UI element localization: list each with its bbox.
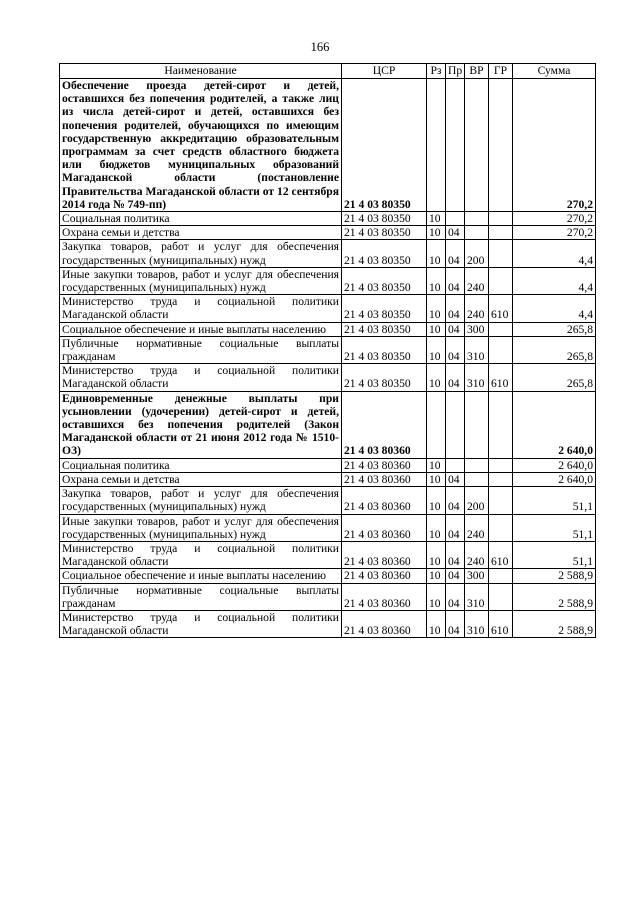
cell-pr: 04 [446, 514, 465, 541]
cell-sum: 270,2 [513, 226, 596, 240]
cell-rz: 10 [427, 295, 446, 322]
table-row [60, 391, 596, 458]
cell-pr: 04 [446, 364, 465, 391]
cell-name: Закупка товаров, работ и услуг для обеспечения государственных (муниципальных) нужд [60, 240, 342, 267]
cell-gr [489, 322, 513, 336]
cell-gr [489, 583, 513, 610]
cell-sum: 270,2 [513, 79, 596, 212]
table-row [60, 569, 596, 583]
cell-sum: 2 640,0 [513, 458, 596, 472]
cell-vr: 310 [465, 364, 489, 391]
cell-csr: 21 4 03 80360 [342, 610, 427, 637]
cell-rz: 10 [427, 541, 446, 568]
table-row [60, 583, 596, 610]
cell-gr [489, 336, 513, 363]
cell-sum: 265,8 [513, 364, 596, 391]
cell-csr: 21 4 03 80350 [342, 267, 427, 294]
cell-csr: 21 4 03 80350 [342, 79, 427, 212]
cell-sum: 2 640,0 [513, 472, 596, 486]
cell-gr [489, 487, 513, 514]
cell-sum: 2 588,9 [513, 610, 596, 637]
cell-name: Публичные нормативные социальные выплаты гражданам [60, 336, 342, 363]
cell-csr: 21 4 03 80360 [342, 514, 427, 541]
header-name: Наименование [60, 64, 342, 79]
table-row [60, 336, 596, 363]
cell-csr: 21 4 03 80360 [342, 487, 427, 514]
cell-name: Социальное обеспечение и иные выплаты населению [60, 569, 342, 583]
table-header-row [60, 64, 596, 79]
cell-rz: 10 [427, 336, 446, 363]
cell-csr: 21 4 03 80360 [342, 541, 427, 568]
table-row [60, 487, 596, 514]
table-row [60, 472, 596, 486]
cell-name: Закупка товаров, работ и услуг для обеспечения государственных (муниципальных) нужд [60, 487, 342, 514]
cell-rz: 10 [427, 514, 446, 541]
cell-vr: 240 [465, 267, 489, 294]
cell-gr: 610 [489, 541, 513, 568]
cell-gr [489, 569, 513, 583]
cell-csr: 21 4 03 80360 [342, 583, 427, 610]
cell-csr: 21 4 03 80360 [342, 569, 427, 583]
table-row [60, 541, 596, 568]
cell-rz [427, 79, 446, 212]
cell-rz: 10 [427, 226, 446, 240]
cell-sum: 2 588,9 [513, 569, 596, 583]
cell-sum: 4,4 [513, 240, 596, 267]
cell-gr [489, 391, 513, 458]
table-row [60, 267, 596, 294]
cell-csr: 21 4 03 80360 [342, 472, 427, 486]
header-pr: Пр [446, 64, 465, 79]
cell-sum: 4,4 [513, 295, 596, 322]
cell-pr: 04 [446, 610, 465, 637]
cell-pr: 04 [446, 569, 465, 583]
cell-vr: 310 [465, 610, 489, 637]
cell-csr: 21 4 03 80350 [342, 364, 427, 391]
cell-vr [465, 472, 489, 486]
cell-pr: 04 [446, 295, 465, 322]
cell-sum: 265,8 [513, 336, 596, 363]
cell-gr: 610 [489, 610, 513, 637]
cell-rz: 10 [427, 583, 446, 610]
cell-name: Министерство труда и социальной политики Магаданской области [60, 610, 342, 637]
cell-sum: 265,8 [513, 322, 596, 336]
cell-pr: 04 [446, 226, 465, 240]
cell-gr: 610 [489, 364, 513, 391]
cell-name: Министерство труда и социальной политики Магаданской области [60, 295, 342, 322]
table-row [60, 79, 596, 212]
cell-gr [489, 212, 513, 226]
cell-name: Министерство труда и социальной политики Магаданской области [60, 364, 342, 391]
cell-pr: 04 [446, 322, 465, 336]
cell-rz: 10 [427, 322, 446, 336]
cell-gr [489, 79, 513, 212]
cell-pr: 04 [446, 267, 465, 294]
table-row [60, 514, 596, 541]
cell-csr: 21 4 03 80350 [342, 212, 427, 226]
cell-csr: 21 4 03 80350 [342, 336, 427, 363]
cell-pr [446, 212, 465, 226]
cell-rz: 10 [427, 364, 446, 391]
header-csr: ЦСР [342, 64, 427, 79]
cell-pr: 04 [446, 240, 465, 267]
cell-pr [446, 391, 465, 458]
cell-name: Иные закупки товаров, работ и услуг для обеспечения государственных (муниципальных) нужд [60, 267, 342, 294]
budget-table [59, 63, 596, 638]
cell-rz: 10 [427, 569, 446, 583]
cell-vr [465, 212, 489, 226]
cell-vr [465, 226, 489, 240]
cell-pr [446, 79, 465, 212]
cell-gr [489, 240, 513, 267]
cell-vr [465, 79, 489, 212]
cell-name: Социальная политика [60, 458, 342, 472]
cell-csr: 21 4 03 80350 [342, 240, 427, 267]
table-body [60, 79, 596, 638]
cell-vr: 200 [465, 240, 489, 267]
cell-sum: 51,1 [513, 541, 596, 568]
cell-sum: 51,1 [513, 514, 596, 541]
cell-sum: 270,2 [513, 212, 596, 226]
cell-rz: 10 [427, 458, 446, 472]
table-row [60, 295, 596, 322]
page-number: 166 [310, 40, 330, 54]
cell-csr: 21 4 03 80350 [342, 226, 427, 240]
table-row [60, 240, 596, 267]
table-row [60, 364, 596, 391]
cell-pr: 04 [446, 472, 465, 486]
cell-pr: 04 [446, 541, 465, 568]
cell-vr [465, 391, 489, 458]
header-vr: ВР [465, 64, 489, 79]
cell-rz: 10 [427, 610, 446, 637]
cell-rz: 10 [427, 487, 446, 514]
cell-sum: 2 588,9 [513, 583, 596, 610]
cell-gr [489, 514, 513, 541]
table-row [60, 610, 596, 637]
header-sum: Сумма [513, 64, 596, 79]
cell-vr: 200 [465, 487, 489, 514]
cell-vr: 310 [465, 583, 489, 610]
cell-vr [465, 458, 489, 472]
cell-pr [446, 458, 465, 472]
cell-name: Обеспечение проезда детей-сирот и детей, оставшихся без попечения родителей, а также лиц из числа детей-сирот и детей, оставшихся без попечения родителей, обучающихся по имеющим государственную аккредитацию образовательным программам за счет средств областного бюджета или бюджетов муниципальных образований Магаданской области (постановление Правительства Магаданской области от 12 сентября 2014 года № 749-пп) [60, 79, 342, 212]
cell-vr: 300 [465, 322, 489, 336]
cell-name: Единовременные денежные выплаты при усыновлении (удочерении) детей-сирот и детей, оставшихся без попечения родителей (Закон Магаданской области от 21 июня 2012 года № 1510-ОЗ) [60, 391, 342, 458]
cell-name: Охрана семьи и детства [60, 226, 342, 240]
cell-csr: 21 4 03 80360 [342, 391, 427, 458]
cell-gr [489, 267, 513, 294]
table-row [60, 226, 596, 240]
cell-csr: 21 4 03 80350 [342, 295, 427, 322]
table-row [60, 322, 596, 336]
cell-rz: 10 [427, 212, 446, 226]
cell-gr [489, 458, 513, 472]
cell-rz: 10 [427, 240, 446, 267]
cell-name: Министерство труда и социальной политики Магаданской области [60, 541, 342, 568]
header-gr: ГР [489, 64, 513, 79]
cell-sum: 4,4 [513, 267, 596, 294]
cell-rz: 10 [427, 472, 446, 486]
table-row [60, 212, 596, 226]
cell-pr: 04 [446, 583, 465, 610]
cell-name: Социальное обеспечение и иные выплаты населению [60, 322, 342, 336]
cell-name: Иные закупки товаров, работ и услуг для обеспечения государственных (муниципальных) нужд [60, 514, 342, 541]
cell-name: Охрана семьи и детства [60, 472, 342, 486]
cell-sum: 51,1 [513, 487, 596, 514]
cell-gr [489, 472, 513, 486]
cell-gr [489, 226, 513, 240]
cell-vr: 240 [465, 541, 489, 568]
cell-name: Публичные нормативные социальные выплаты гражданам [60, 583, 342, 610]
cell-csr: 21 4 03 80360 [342, 458, 427, 472]
cell-pr: 04 [446, 487, 465, 514]
table-row [60, 458, 596, 472]
header-rz: Рз [427, 64, 446, 79]
cell-rz: 10 [427, 267, 446, 294]
cell-vr: 240 [465, 514, 489, 541]
cell-gr: 610 [489, 295, 513, 322]
cell-rz [427, 391, 446, 458]
cell-vr: 240 [465, 295, 489, 322]
cell-csr: 21 4 03 80350 [342, 322, 427, 336]
cell-name: Социальная политика [60, 212, 342, 226]
cell-pr: 04 [446, 336, 465, 363]
cell-vr: 310 [465, 336, 489, 363]
cell-vr: 300 [465, 569, 489, 583]
cell-sum: 2 640,0 [513, 391, 596, 458]
